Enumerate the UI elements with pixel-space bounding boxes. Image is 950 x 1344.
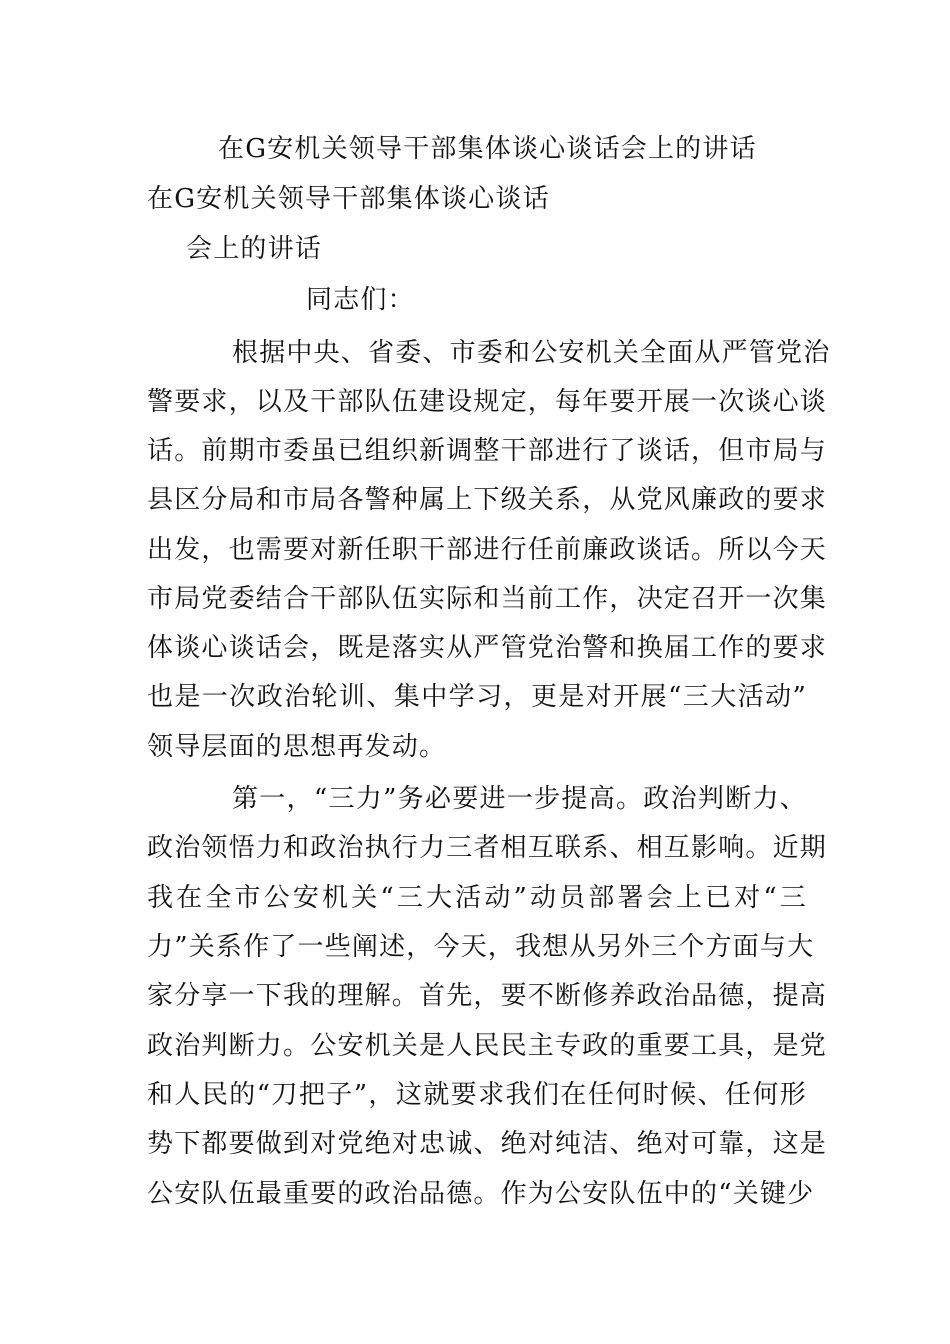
paragraph-1-line: 根据中央、省委、市委和公安机关全面从严管党治 bbox=[232, 338, 831, 368]
paragraph-1-line: 领导层面的思想再发动。 bbox=[147, 732, 447, 762]
paragraph-1-line: 县区分局和市局各警种属上下级关系，从党风廉政的要求 bbox=[147, 485, 828, 515]
paragraph-2-line: 政治领悟力和政治执行力三者相互联系、相互影响。近期 bbox=[147, 833, 828, 863]
subtitle-line-1: 在G安机关领导干部集体谈心谈话 bbox=[147, 184, 550, 214]
paragraph-1-line: 出发，也需要对新任职干部进行任前廉政谈话。所以今天 bbox=[147, 535, 828, 565]
paragraph-2-line: 政治判断力。公安机关是人民民主专政的重要工具，是党 bbox=[147, 1031, 828, 1061]
paragraph-1-line: 体谈心谈话会，既是落实从严管党治警和换届工作的要求 bbox=[147, 633, 828, 663]
paragraph-2-line: 力”关系作了一些阐述，今天，我想从另外三个方面与大 bbox=[147, 932, 815, 962]
document-title: 在G安机关领导干部集体谈心谈话会上的讲话 bbox=[218, 134, 757, 164]
paragraph-2-line: 公安队伍最重要的政治品德。作为公安队伍中的“关键少 bbox=[147, 1179, 815, 1209]
paragraph-1-line: 也是一次政治轮训、集中学习，更是对开展“三大活动” bbox=[147, 682, 807, 712]
paragraph-2-line: 和人民的“刀把子”，这就要求我们在任何时候、任何形 bbox=[147, 1080, 807, 1110]
subtitle-line-2: 会上的讲话 bbox=[186, 234, 323, 264]
paragraph-1-line: 市局党委结合干部队伍实际和当前工作，决定召开一次集 bbox=[147, 584, 828, 614]
salutation: 同志们： bbox=[306, 285, 415, 315]
paragraph-2-line: 我在全市公安机关“三大活动”动员部署会上已对“三 bbox=[147, 883, 807, 913]
paragraph-2-line: 第一，“三力”务必要进一步提高。政治判断力、 bbox=[232, 784, 807, 814]
paragraph-1-line: 警要求，以及干部队伍建设规定，每年要开展一次谈心谈 bbox=[147, 387, 828, 417]
paragraph-2-line: 家分享一下我的理解。首先，要不断修养政治品德，提高 bbox=[147, 981, 828, 1011]
paragraph-1-line: 话。前期市委虽已组织新调整干部进行了谈话，但市局与 bbox=[147, 436, 828, 466]
paragraph-2-line: 势下都要做到对党绝对忠诚、绝对纯洁、绝对可靠，这是 bbox=[147, 1129, 828, 1159]
